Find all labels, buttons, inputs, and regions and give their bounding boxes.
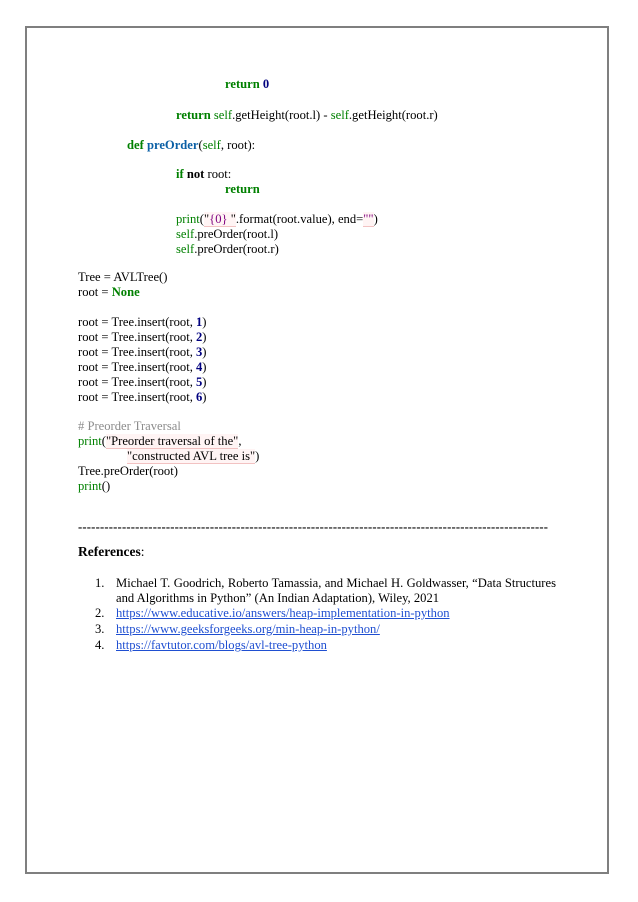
code-line-insert-6 (78, 390, 207, 405)
number-literal: 1 (196, 315, 203, 329)
builtin-print: print (78, 479, 102, 493)
reference-item-1 (95, 576, 556, 606)
code-text: Tree = AVLTree() (78, 270, 168, 284)
code-line-tree-init (78, 270, 167, 285)
keyword: def (127, 138, 144, 152)
keyword: if (176, 167, 184, 181)
code-text: root = (78, 285, 112, 299)
code-text: ( (101, 434, 106, 448)
string-literal: "" (363, 212, 374, 226)
references-heading (78, 544, 144, 560)
code-text: Tree.preOrder(root) (78, 464, 178, 478)
code-line-if-not-root (176, 167, 231, 182)
code-line-return (225, 182, 260, 197)
reference-number: 2. (95, 606, 105, 620)
code-line-insert-2 (78, 330, 207, 345)
self-token: self (202, 138, 221, 152)
reference-item-2 (95, 606, 450, 621)
code-comment (78, 419, 181, 434)
code-line-print-empty (78, 479, 110, 494)
code-text: ) (202, 375, 207, 389)
number-literal: 4 (196, 360, 203, 374)
reference-link[interactable]: https://www.educative.io/answers/heap-implementation-in-python (116, 606, 450, 620)
number-literal: 6 (196, 390, 203, 404)
code-text: .format(root.value), end= (235, 212, 364, 226)
code-line-print-2 (127, 449, 259, 464)
builtin-print: print (176, 212, 200, 226)
string-literal: "Preorder traversal of the" (106, 434, 239, 448)
code-line-insert-3 (78, 345, 207, 360)
code-text: ( (198, 138, 203, 152)
self-token: self (213, 108, 233, 122)
code-text: root = Tree.insert(root, (78, 360, 196, 374)
code-line-insert-4 (78, 360, 207, 375)
code-text: ) (255, 449, 260, 463)
code-text: .preOrder(root.l) (194, 227, 279, 241)
keyword: not (186, 167, 205, 181)
page-border (25, 26, 609, 874)
number-literal: 3 (196, 345, 203, 359)
code-text: root = Tree.insert(root, (78, 315, 196, 329)
code-text: ) (202, 330, 207, 344)
code-line-preorder-right (176, 242, 279, 257)
code-line-preorder-call (78, 464, 178, 479)
code-text: .getHeight(root.r) (348, 108, 438, 122)
self-token: self (176, 227, 195, 241)
code-text: .getHeight(root.l) - (232, 108, 331, 122)
code-line-insert-5 (78, 375, 207, 390)
code-text: root = Tree.insert(root, (78, 390, 196, 404)
code-text: , root): (220, 138, 256, 152)
code-text: ( (199, 212, 204, 226)
self-token: self (330, 108, 349, 122)
keyword: return (176, 108, 211, 122)
comment-text: # Preorder Traversal (78, 419, 181, 433)
code-line-root-none (78, 285, 140, 300)
reference-number: 4. (95, 638, 105, 652)
code-text: root = Tree.insert(root, (78, 330, 196, 344)
code-text: ) (202, 315, 207, 329)
code-text: () (101, 479, 111, 493)
keyword: None (111, 285, 140, 299)
separator-line: ----------------------------------------------------------------------------------------------------------- (78, 520, 549, 534)
code-line-def-preorder (127, 138, 255, 153)
code-text: root = Tree.insert(root, (78, 345, 196, 359)
reference-link[interactable]: https://favtutor.com/blogs/avl-tree-python (116, 638, 327, 652)
reference-item-3 (95, 622, 380, 637)
builtin-print: print (78, 434, 102, 448)
code-line-return-0 (225, 77, 269, 92)
code-text: root = Tree.insert(root, (78, 375, 196, 389)
string-literal: {0} (209, 212, 231, 226)
string-quote: " (230, 212, 236, 226)
code-line-return-height-diff (176, 108, 438, 123)
reference-number: 1. (95, 576, 105, 590)
self-token: self (176, 242, 195, 256)
code-text: .preOrder(root.r) (194, 242, 279, 256)
code-text: ) (373, 212, 378, 226)
code-text: ) (202, 390, 207, 404)
keyword: return (225, 182, 260, 196)
references-colon: : (140, 544, 145, 559)
function-name: preOrder (146, 138, 199, 152)
code-text: ) (202, 360, 207, 374)
reference-text: Michael T. Goodrich, Roberto Tamassia, and Michael H. Goldwasser, “Data Structures and Algorithms in Python” (An Indian Adaptation), Wiley, 2021 (116, 576, 556, 605)
string-literal: "constructed AVL tree is" (127, 449, 256, 463)
code-text: ) (202, 345, 207, 359)
code-text: root: (204, 167, 232, 181)
number-literal: 2 (196, 330, 203, 344)
code-line-print-1 (78, 434, 241, 449)
code-line-print-format (176, 212, 378, 227)
reference-item-4 (95, 638, 327, 653)
references-title: References (78, 544, 141, 559)
reference-link[interactable]: https://www.geeksforgeeks.org/min-heap-in-python/ (116, 622, 380, 636)
number-literal: 0 (262, 77, 270, 91)
keyword: return (225, 77, 260, 91)
code-line-preorder-left (176, 227, 278, 242)
string-quote: " (204, 212, 210, 226)
number-literal: 5 (196, 375, 203, 389)
code-text: , (238, 434, 242, 448)
code-line-insert-1 (78, 315, 207, 330)
reference-number: 3. (95, 622, 105, 636)
